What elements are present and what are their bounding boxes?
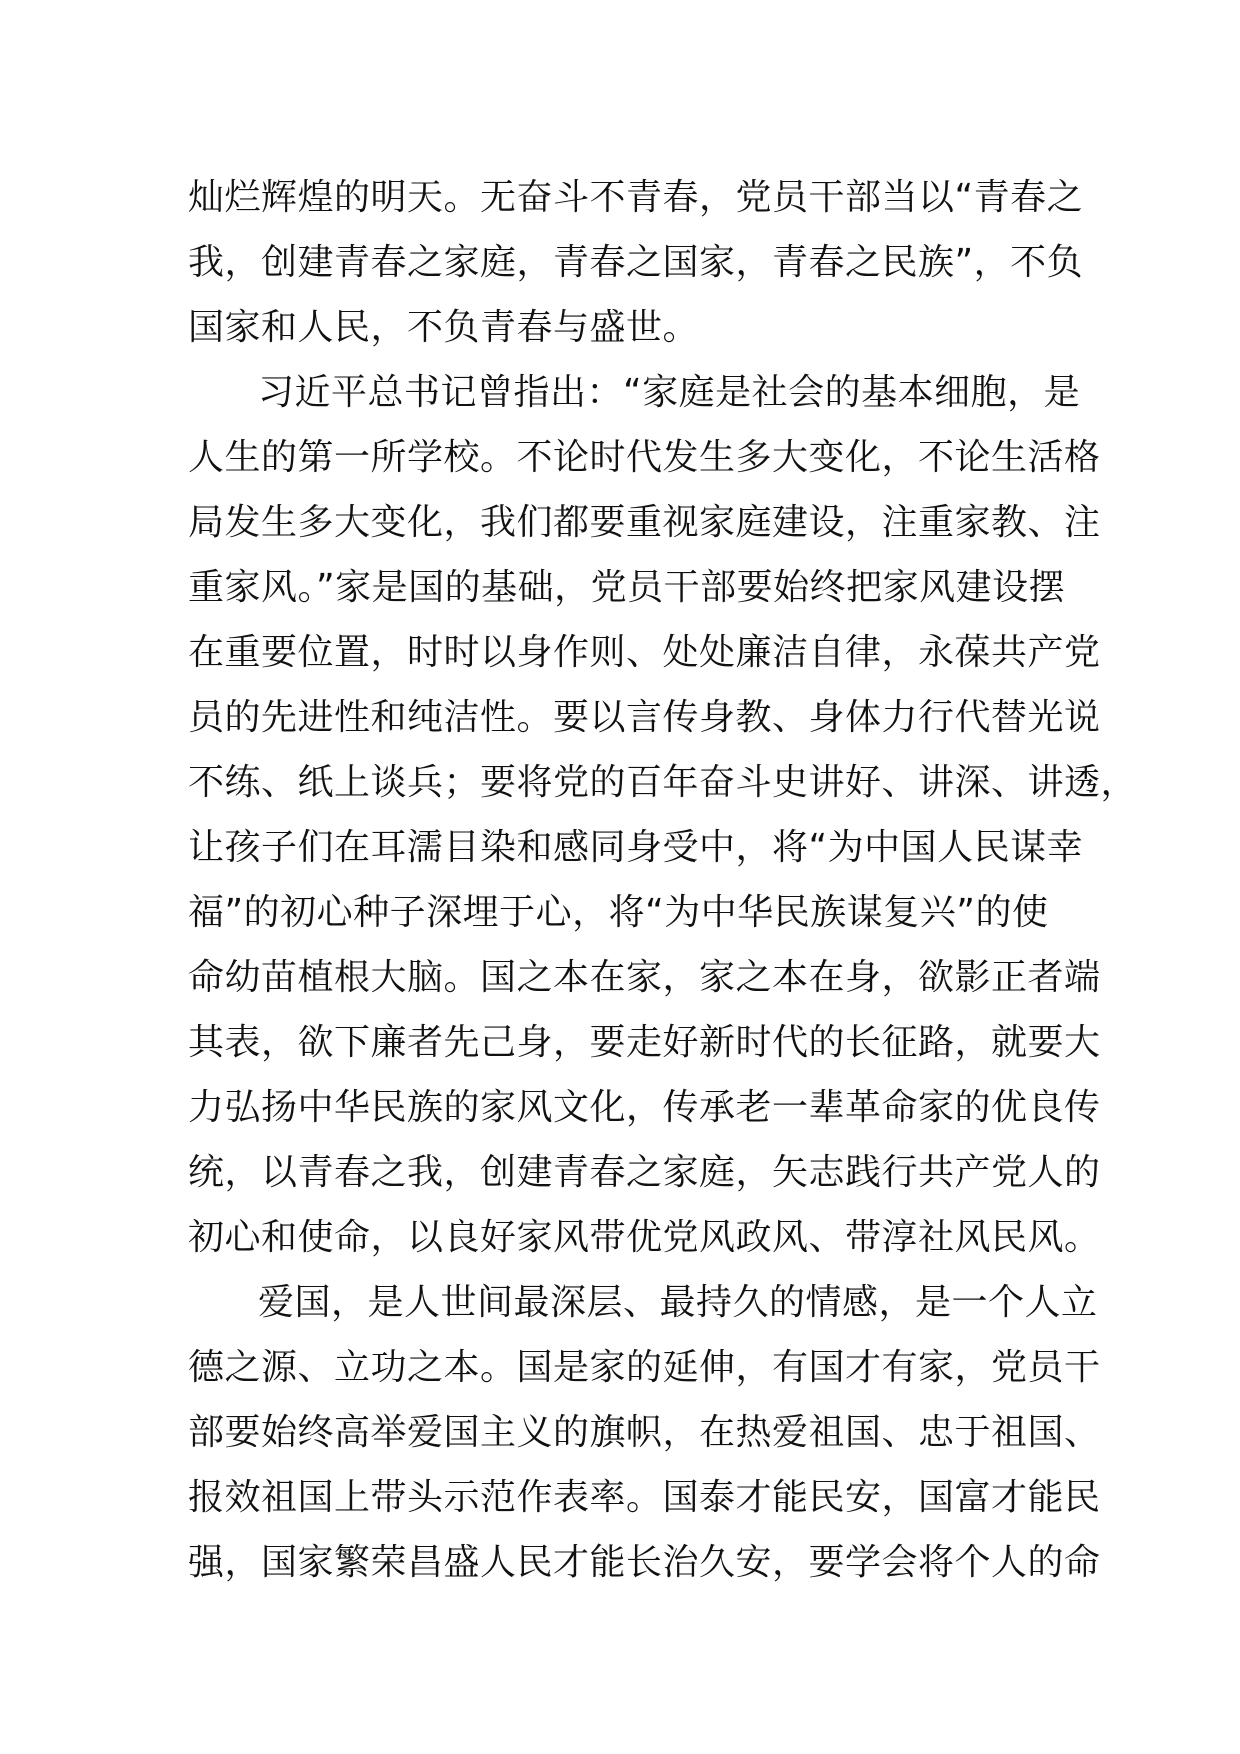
text-line: 国家和人民，不负青春与盛世。 [188,307,700,348]
text-line: 统，以青春之我，创建青春之家庭，矢志践行共产党人的 [188,1152,1101,1193]
text-line: 在重要位置，时时以身作则、处处廉洁自律，永葆共产党 [188,632,1101,673]
text-line: 员的先进性和纯洁性。要以言传身教、身体力行代替光说 [188,697,1101,738]
text-line: 福”的初心种子深埋于心，将“为中华民族谋复兴”的使 [188,892,1049,933]
text-line: 不练、纸上谈兵；要将党的百年奋斗史讲好、讲深、讲透， [188,762,1138,803]
text-line: 力弘扬中华民族的家风文化，传承老一辈革命家的优良传 [188,1087,1101,1128]
paragraph-start-line: 爱国，是人世间最深层、最持久的情感，是一个人立 [258,1282,1098,1323]
text-line: 重家风。”家是国的基础，党员干部要始终把家风建设摆 [188,567,1066,608]
text-line: 初心和使命，以良好家风带优党风政风、带淳社风民风。 [188,1217,1101,1258]
paragraph-start-line: 习近平总书记曾指出：“家庭是社会的基本细胞，是 [258,372,1081,413]
text-line: 强，国家繁荣昌盛人民才能长治久安，要学会将个人的命 [188,1542,1101,1583]
text-line: 人生的第一所学校。不论时代发生多大变化，不论生活格 [188,437,1101,478]
text-line: 让孩子们在耳濡目染和感同身受中，将“为中国人民谋幸 [188,827,1084,868]
text-line: 德之源、立功之本。国是家的延伸，有国才有家，党员干 [188,1347,1101,1388]
text-line: 报效祖国上带头示范作表率。国泰才能民安，国富才能民 [188,1477,1101,1518]
text-line: 灿烂辉煌的明天。无奋斗不青春，党员干部当以“青春之 [188,177,1084,218]
text-line: 部要始终高举爱国主义的旗帜，在热爱祖国、忠于祖国、 [188,1412,1101,1453]
text-line: 命幼苗植根大脑。国之本在家，家之本在身，欲影正者端 [188,957,1101,998]
text-line: 我，创建青春之家庭，青春之国家，青春之民族”，不负 [188,242,1084,283]
document-body [188,165,1138,1595]
text-line: 其表，欲下廉者先己身，要走好新时代的长征路，就要大 [188,1022,1101,1063]
text-line: 局发生多大变化，我们都要重视家庭建设，注重家教、注 [188,502,1101,543]
